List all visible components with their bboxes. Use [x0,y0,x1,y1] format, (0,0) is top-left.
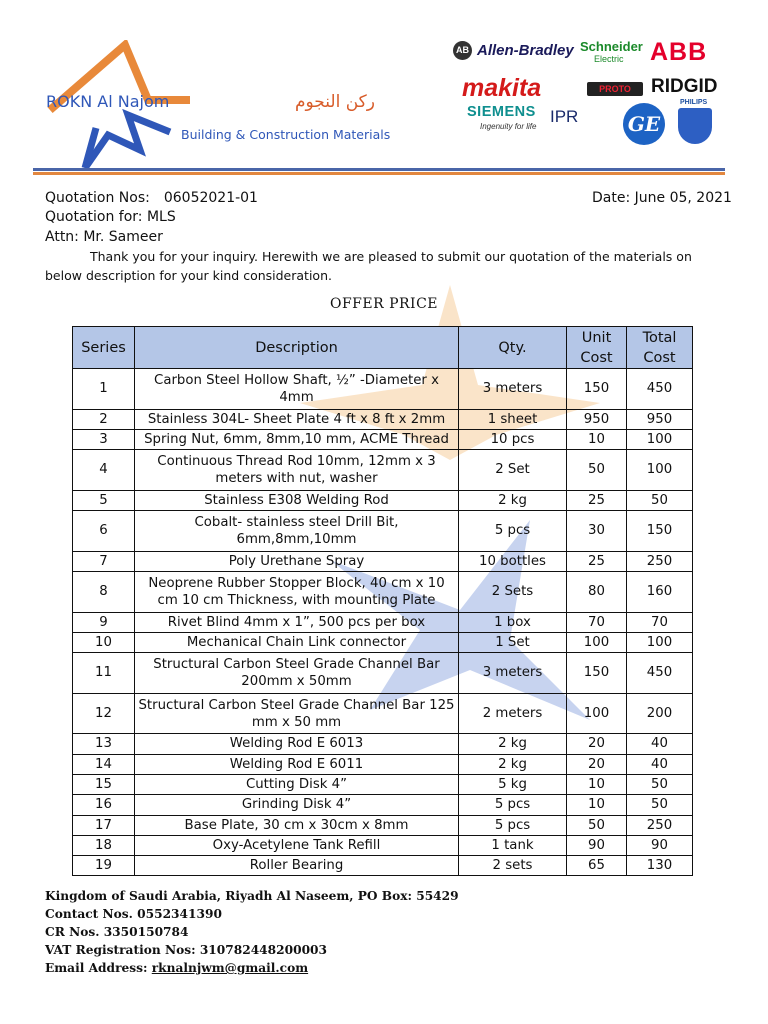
header-description: Description [135,327,459,369]
row-unit-cost: 10 [567,795,627,815]
ipr-logo: IPR [550,107,579,126]
row-total-cost: 90 [627,835,693,855]
row-series: 10 [73,632,135,652]
row-series: 4 [73,450,135,491]
row-qty: 2 Sets [459,571,567,612]
footer-address: Kingdom of Saudi Arabia, Riyadh Al Naseem, PO Box: 55429 [45,889,459,903]
allen-bradley-logo: Allen-Bradley [477,42,574,59]
footer-email-link[interactable]: rknalnjwm@gmail.com [151,961,309,975]
ge-logo: GE [623,103,665,145]
header-qty: Qty. [459,327,567,369]
table-row [73,693,693,734]
row-unit-cost: 950 [567,409,627,429]
row-unit-cost: 25 [567,490,627,510]
row-total-cost: 100 [627,429,693,449]
row-series: 9 [73,612,135,632]
row-description: Stainless E308 Welding Rod [135,490,459,510]
ridgid-logo: RIDGID [651,76,718,97]
row-unit-cost: 65 [567,856,627,876]
row-series: 3 [73,429,135,449]
row-unit-cost: 150 [567,369,627,410]
row-series: 19 [73,856,135,876]
header-series: Series [73,327,135,369]
table-row [73,774,693,794]
row-series: 15 [73,774,135,794]
row-series: 13 [73,734,135,754]
row-description: Cobalt- stainless steel Drill Bit, 6mm,8mm,10mm [135,511,459,552]
table-row [73,571,693,612]
row-series: 1 [73,369,135,410]
row-total-cost: 150 [627,511,693,552]
row-unit-cost: 20 [567,734,627,754]
row-qty: 10 bottles [459,551,567,571]
row-qty: 5 kg [459,774,567,794]
row-series: 14 [73,754,135,774]
row-total-cost: 50 [627,774,693,794]
row-description: Roller Bearing [135,856,459,876]
row-qty: 5 pcs [459,815,567,835]
table-row [73,450,693,491]
company-name: ROKN Al Najom [46,92,170,111]
table-row [73,612,693,632]
header-unit-cost: Unit Cost [567,327,627,369]
row-unit-cost: 100 [567,693,627,734]
row-unit-cost: 80 [567,571,627,612]
row-unit-cost: 25 [567,551,627,571]
row-unit-cost: 10 [567,774,627,794]
row-series: 2 [73,409,135,429]
quotation-attention: Attn: Mr. Sameer [45,229,163,245]
row-unit-cost: 30 [567,511,627,552]
row-total-cost: 40 [627,754,693,774]
row-unit-cost: 50 [567,450,627,491]
proto-logo: PROTO [587,82,643,96]
row-total-cost: 950 [627,409,693,429]
row-description: Base Plate, 30 cm x 30cm x 8mm [135,815,459,835]
quotation-table [72,326,693,876]
row-series: 6 [73,511,135,552]
row-total-cost: 160 [627,571,693,612]
schneider-logo [580,40,643,66]
philips-shield-icon [678,108,712,144]
quotation-number-label: Quotation Nos: [45,190,150,206]
row-total-cost: 200 [627,693,693,734]
row-unit-cost: 90 [567,835,627,855]
table-row [73,795,693,815]
row-description: Stainless 304L- Sheet Plate 4 ft x 8 ft x 2mm [135,409,459,429]
footer-vat: VAT Registration Nos: 310782448200003 [45,943,328,957]
row-description: Mechanical Chain Link connector [135,632,459,652]
offer-price-title: OFFER PRICE [329,296,439,312]
row-qty: 1 sheet [459,409,567,429]
row-qty: 2 kg [459,490,567,510]
makita-logo: makita [462,74,542,102]
table-row [73,511,693,552]
abb-logo: ABB [650,38,708,66]
row-description: Grinding Disk 4” [135,795,459,815]
footer-email-label: Email Address: [45,961,148,975]
table-row [73,551,693,571]
row-qty: 2 meters [459,693,567,734]
row-description: Spring Nut, 6mm, 8mm,10 mm, ACME Thread [135,429,459,449]
row-unit-cost: 50 [567,815,627,835]
footer-contact: Contact Nos. 0552341390 [45,907,222,921]
row-description: Cutting Disk 4” [135,774,459,794]
philips-logo-label: PHILIPS [680,99,708,106]
intro-paragraph: Thank you for your inquiry. Herewith we are pleased to submit our quotation of the materials on below description for your kind consideration. [45,249,692,283]
table-body [73,369,693,876]
footer-email-line [45,959,459,977]
row-description: Oxy-Acetylene Tank Refill [135,835,459,855]
row-total-cost: 130 [627,856,693,876]
row-series: 11 [73,653,135,694]
company-footer [45,887,459,977]
partner-brands [450,38,720,153]
row-description: Neoprene Rubber Stopper Block, 40 cm x 10 cm 10 cm Thickness, with mounting Plate [135,571,459,612]
table-row [73,369,693,410]
header-total-cost: Total Cost [627,327,693,369]
row-qty: 10 pcs [459,429,567,449]
table-row [73,734,693,754]
schneider-logo-line1: Schneider [580,39,643,54]
row-description: Structural Carbon Steel Grade Channel Bar 125 mm x 50 mm [135,693,459,734]
row-qty: 2 Set [459,450,567,491]
header-rule-orange [33,172,725,175]
row-qty: 2 sets [459,856,567,876]
table-row [73,835,693,855]
company-arabic-name: ركن النجوم [295,92,375,112]
table-row [73,856,693,876]
row-total-cost: 40 [627,734,693,754]
row-total-cost: 250 [627,551,693,571]
row-series: 17 [73,815,135,835]
quotation-date: Date: June 05, 2021 [592,190,732,206]
row-unit-cost: 10 [567,429,627,449]
row-unit-cost: 150 [567,653,627,694]
row-series: 5 [73,490,135,510]
row-qty: 3 meters [459,369,567,410]
row-qty: 1 tank [459,835,567,855]
table-row [73,653,693,694]
table-row [73,490,693,510]
siemens-tagline: Ingenuity for life [480,122,537,131]
row-description: Welding Rod E 6011 [135,754,459,774]
row-total-cost: 70 [627,612,693,632]
row-description: Carbon Steel Hollow Shaft, ½” -Diameter x 4mm [135,369,459,410]
row-total-cost: 250 [627,815,693,835]
row-total-cost: 50 [627,795,693,815]
quotation-for: Quotation for: MLS [45,209,176,225]
row-total-cost: 100 [627,450,693,491]
row-total-cost: 450 [627,369,693,410]
schneider-logo-line2: Electric [594,54,624,64]
row-description: Continuous Thread Rod 10mm, 12mm x 3 meters with nut, washer [135,450,459,491]
table-row [73,409,693,429]
row-qty: 2 kg [459,754,567,774]
row-series: 7 [73,551,135,571]
row-total-cost: 450 [627,653,693,694]
row-qty: 1 Set [459,632,567,652]
row-unit-cost: 20 [567,754,627,774]
row-description: Rivet Blind 4mm x 1”, 500 pcs per box [135,612,459,632]
row-unit-cost: 100 [567,632,627,652]
row-qty: 3 meters [459,653,567,694]
row-series: 12 [73,693,135,734]
row-qty: 5 pcs [459,511,567,552]
row-qty: 2 kg [459,734,567,754]
quotation-number [45,190,258,206]
quotation-number-value: 06052021-01 [163,190,258,206]
row-description: Structural Carbon Steel Grade Channel Bar 200mm x 50mm [135,653,459,694]
row-description: Welding Rod E 6013 [135,734,459,754]
company-tagline: Building & Construction Materials [181,127,391,142]
row-qty: 1 box [459,612,567,632]
footer-cr: CR Nos. 3350150784 [45,925,189,939]
table-row [73,815,693,835]
allen-bradley-badge: AB [453,41,472,60]
table-row [73,754,693,774]
row-unit-cost: 70 [567,612,627,632]
siemens-logo: SIEMENS [467,104,536,120]
table-row [73,429,693,449]
header-rule-blue [33,168,725,171]
row-total-cost: 100 [627,632,693,652]
table-row [73,632,693,652]
row-description: Poly Urethane Spray [135,551,459,571]
row-total-cost: 50 [627,490,693,510]
row-series: 8 [73,571,135,612]
table-header-row [73,327,693,369]
row-series: 16 [73,795,135,815]
row-series: 18 [73,835,135,855]
row-qty: 5 pcs [459,795,567,815]
